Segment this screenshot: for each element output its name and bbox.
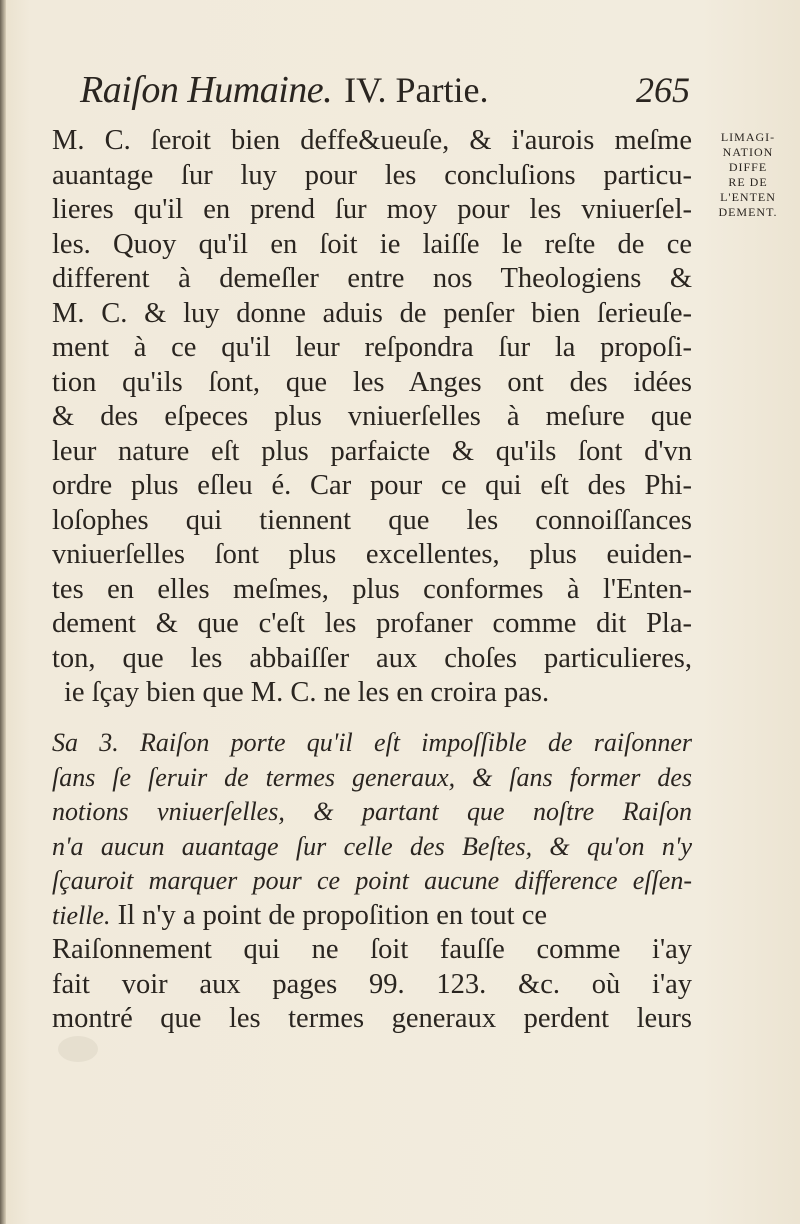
page-binding-edge — [0, 0, 6, 1224]
text-line: lieres qu'il en prend ſur moy pour les vniuerſel- — [52, 194, 692, 225]
text-line: ordre plus eſleu é. Car pour ce qui eſt des Phi- — [52, 470, 692, 501]
italic-line: n'a aucun auantage ſur celle des Beſtes, & qu'on n'y — [52, 831, 692, 861]
text-line: dement & que c'eſt les profaner comme dit Pla- — [52, 608, 692, 639]
paragraph-1 — [52, 124, 692, 711]
text-line: tes en elles meſmes, plus conformes à l'Enten- — [52, 573, 692, 605]
text-line: tion qu'ils ſont, que les Anges ont des idées — [52, 366, 692, 398]
italic-line: ſçauroit marquer pour ce point aucune difference eſſen- — [52, 866, 692, 895]
italic-fragment: tielle. — [52, 900, 111, 930]
text-line: ie ſçay bien que M. C. ne les en croira pas. — [64, 677, 550, 708]
italic-line: ſans ſe ſeruir de termes generaux, & ſans former des — [52, 762, 692, 792]
running-title: Raiſon Humaine. — [80, 69, 333, 111]
text-line: montré que les termes generaux perdent leurs — [52, 1003, 692, 1034]
italic-line: Sa 3. Raiſon porte qu'il eſt impoſſible de raiſonner — [52, 728, 692, 757]
text-line: loſophes qui tiennent que les connoiſſances — [52, 504, 692, 536]
running-header — [80, 68, 690, 118]
part-label: IV. Partie. — [344, 70, 489, 110]
margin-note-line: DIFFE — [728, 160, 768, 174]
text-line: ton, que les abbaiſſer aux choſes particulieres, — [52, 642, 692, 674]
text-line: different à demeſler entre nos Theologiens & — [52, 263, 692, 294]
text-line: ment à ce qu'il leur reſpondra ſur la propoſi- — [52, 332, 692, 363]
text-line: M. C. & luy donne aduis de penſer bien ſerieuſe- — [52, 297, 692, 329]
ink-smudge — [58, 1036, 98, 1062]
text-line: fait voir aux pages 99. 123. &c. où i'ay — [52, 968, 692, 1000]
margin-note — [700, 130, 796, 220]
margin-note-line: DEMENT. — [718, 205, 778, 219]
mixed-line — [52, 899, 692, 934]
text-line: Raiſonnement qui ne ſoit fauſſe comme i'ay — [52, 934, 692, 965]
roman-fragment: Il n'y a point de propoſition en tout ce — [110, 899, 547, 931]
margin-note-line: NATION — [722, 145, 774, 159]
italic-line: notions vniuerſelles, & partant que noſtre Raiſon — [52, 797, 692, 826]
text-line: auantage ſur luy pour les concluſions particu- — [52, 159, 692, 191]
text-line: les. Quoy qu'il en ſoit ie laiſſe le reſte de ce — [52, 228, 692, 260]
page-number: 265 — [636, 70, 690, 110]
paragraph-2 — [52, 726, 692, 1037]
margin-note-line: L'ENTEN — [720, 190, 776, 204]
text-line: M. C. ſeroit bien deffe&ueuſe, & i'aurois meſme — [52, 125, 692, 156]
margin-note-line: RE DE — [728, 175, 768, 189]
text-line: leur nature eſt plus parfaicte & qu'ils ſont d'vn — [52, 435, 692, 467]
margin-note-line: LIMAGI- — [720, 130, 776, 144]
text-line: & des eſpeces plus vniuerſelles à meſure que — [52, 401, 692, 432]
text-line: vniuerſelles ſont plus excellentes, plus euiden- — [52, 539, 692, 570]
